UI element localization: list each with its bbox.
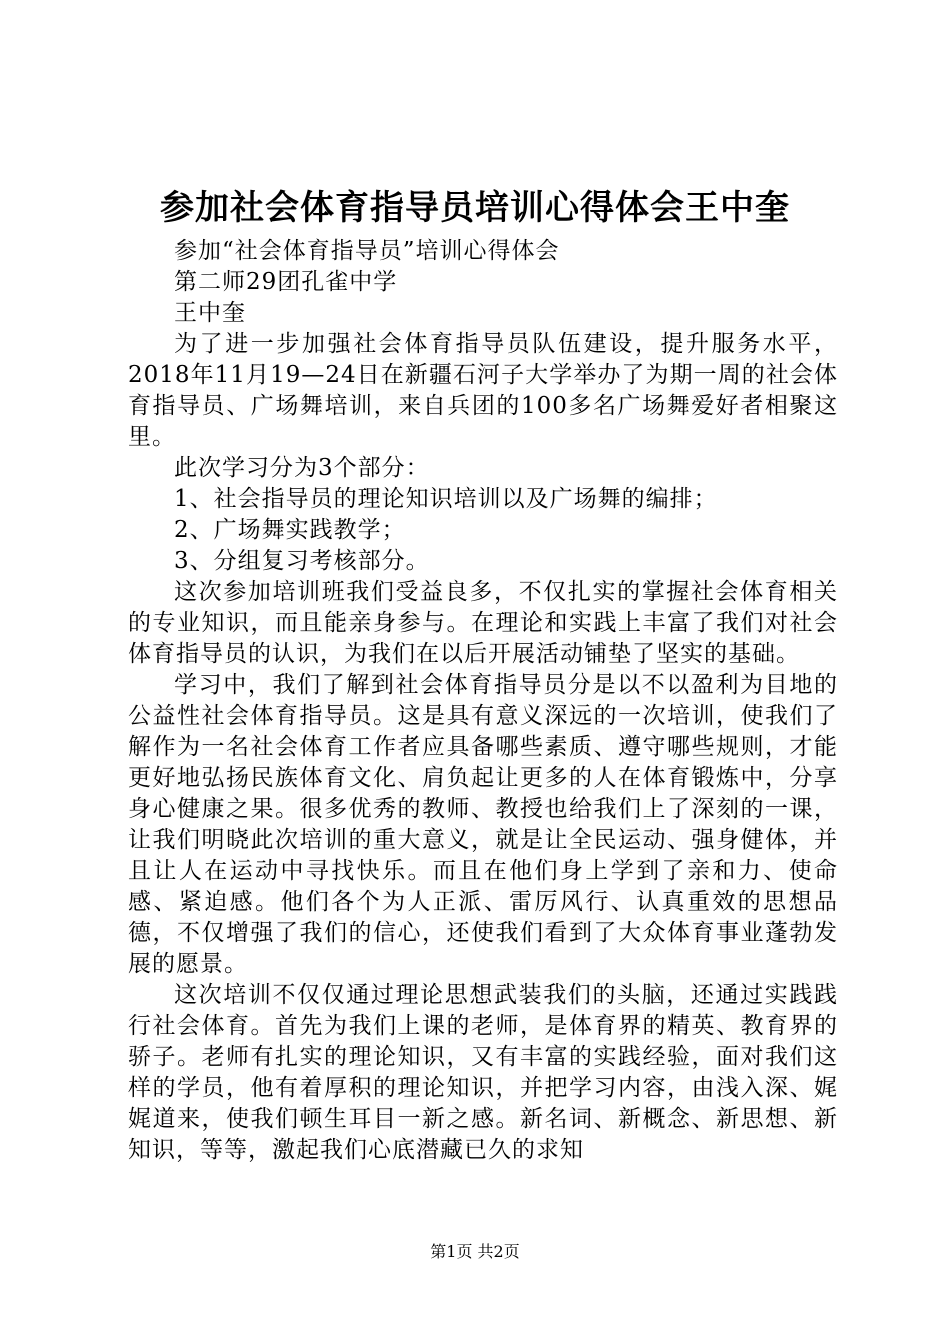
author-paragraph: 王中奎	[174, 300, 246, 326]
body-paragraph: 这次培训不仅仅通过理论思想武装我们的头脑，还通过实践践行社会体育。首先为我们上课的老师，是体育界的精英、教育界的骄子。老师有扎实的理论知识，又有丰富的实践经验，面对我们这样的学员，他有着厚积的理论知识，并把学习内容，由浅入深、娓娓道来，使我们顿生耳目一新之感。新名词、新概念、新思想、新知识，等等，激起我们心底潜藏已久的求知	[128, 982, 838, 1163]
document-title: 参加社会体育指导员培训心得体会王中奎	[160, 188, 790, 228]
subtitle-paragraph: 参加“社会体育指导员”培训心得体会	[174, 238, 560, 264]
school-paragraph: 第二师29团孔雀中学	[174, 269, 398, 295]
document-body	[128, 236, 838, 1166]
page-footer: 第1页 共2页	[430, 1242, 520, 1261]
body-paragraph: 为了进一步加强社会体育指导员队伍建设，提升服务水平，2018年11月19—24日在新疆石河子大学举办了为期一周的社会体育指导员、广场舞培训，来自兵团的100多名广场舞爱好者相聚这里。	[128, 331, 838, 450]
body-paragraph: 此次学习分为3个部分：	[174, 455, 430, 481]
list-item: 1、社会指导员的理论知识培训以及广场舞的编排；	[174, 486, 718, 512]
list-item: 3、分组复习考核部分。	[174, 548, 430, 574]
body-paragraph: 这次参加培训班我们受益良多，不仅扎实的掌握社会体育相关的专业知识，而且能亲身参与。在理论和实践上丰富了我们对社会体育指导员的认识，为我们在以后开展活动铺垫了坚实的基础。	[128, 579, 838, 667]
body-paragraph: 学习中，我们了解到社会体育指导员分是以不以盈利为目地的公益性社会体育指导员。这是具有意义深远的一次培训，使我们了解作为一名社会体育工作者应具备哪些素质、遵守哪些规则，才能更好地弘扬民族体育文化、肩负起让更多的人在体育锻炼中，分享身心健康之果。很多优秀的教师、教授也给我们上了深刻的一课，让我们明晓此次培训的重大意义，就是让全民运动、强身健体，并且让人在运动中寻找快乐。而且在他们身上学到了亲和力、使命感、紧迫感。他们各个为人正派、雷厉风行、认真重效的思想品德，不仅增强了我们的信心，还使我们看到了大众体育事业蓬勃发展的愿景。	[128, 672, 838, 977]
list-item: 2、广场舞实践教学；	[174, 517, 406, 543]
